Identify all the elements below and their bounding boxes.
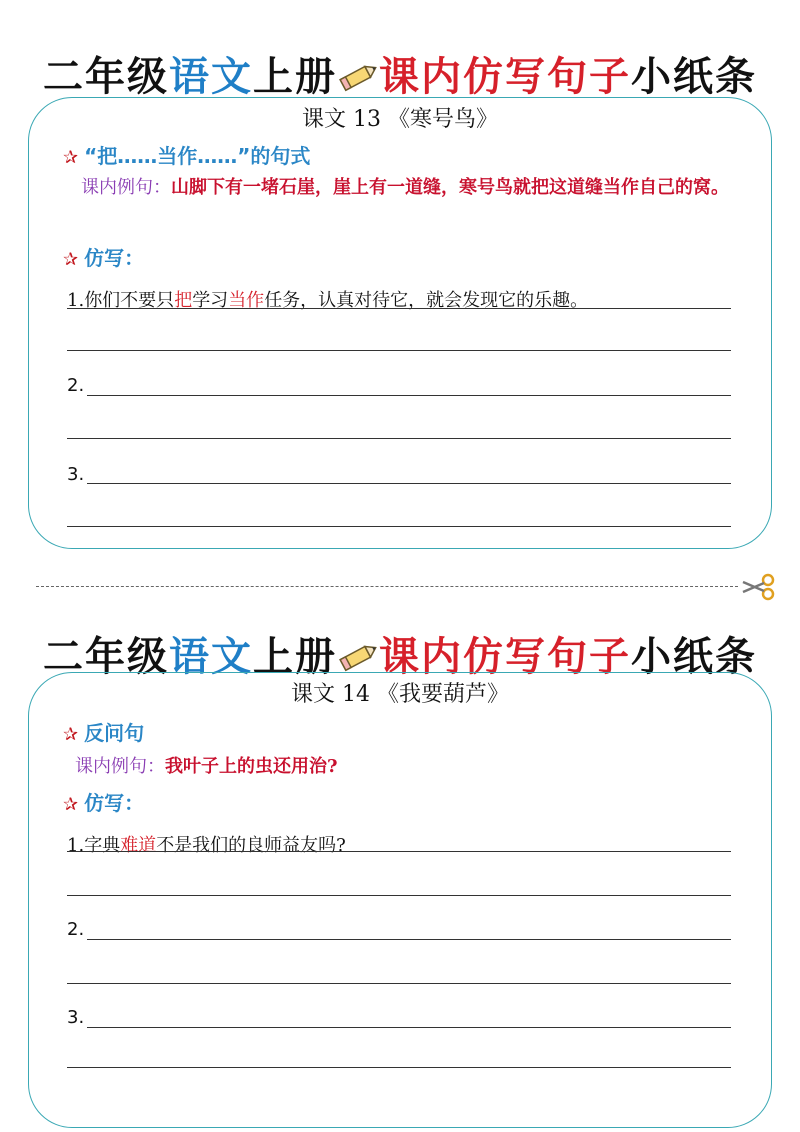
scissors-icon (740, 573, 776, 601)
title-part-note: 小纸条 (631, 54, 757, 100)
practice-heading (63, 787, 144, 816)
page-title (0, 45, 800, 102)
writing-line[interactable] (87, 939, 731, 940)
title-part-volume: 上册 (253, 634, 337, 680)
lesson-title: 课文 13 《寒号鸟》 (302, 107, 498, 132)
title-part-grade: 二年级 (43, 54, 169, 100)
title-part-subject: 语文 (169, 54, 253, 100)
title-part-subject: 语文 (169, 634, 253, 680)
note-card-lesson-13 (28, 97, 772, 549)
star-icon: ✰ (63, 249, 79, 270)
example-text: 山脚下有一堵石崖，崖上有一道缝，寒号鸟就把这道缝当作自己的窝。 (171, 177, 729, 198)
writing-line[interactable] (87, 1027, 731, 1028)
writing-line[interactable] (67, 438, 731, 439)
example-sentence (75, 751, 338, 783)
keyword-highlight: 当作 (228, 290, 265, 311)
pencil-icon (337, 60, 379, 94)
sentence-text: 任务，认真对待它，就会发现它的乐趣。 (264, 290, 589, 311)
example-label: 课内例句： (81, 177, 171, 198)
star-icon: ✰ (63, 724, 79, 745)
example-sentence (41, 172, 761, 204)
example-label: 课内例句： (75, 756, 165, 777)
writing-line[interactable] (67, 350, 731, 351)
title-part-volume: 上册 (253, 54, 337, 100)
sentence-number: 1. (67, 835, 85, 856)
title-part-topic: 课内仿写句子 (379, 634, 631, 680)
writing-line[interactable] (87, 395, 731, 396)
star-icon: ✰ (63, 794, 79, 815)
cut-line (36, 586, 738, 587)
sentence-number-2: 2. (67, 375, 85, 396)
lesson-title: 课文 14 《我要葫芦》 (291, 682, 509, 707)
writing-line[interactable] (87, 483, 731, 484)
practice-label: 仿写： (84, 246, 145, 270)
writing-line[interactable] (67, 308, 731, 309)
example-text: 我叶子上的虫还用治? (165, 756, 338, 777)
sentence-number-3: 3. (67, 464, 85, 485)
pattern-label: 反问句 (84, 721, 145, 745)
sentence-number-3: 3. (67, 1007, 85, 1028)
title-part-topic: 课内仿写句子 (379, 54, 631, 100)
practice-sentence-1 (67, 831, 346, 857)
pattern-heading (63, 717, 144, 746)
star-icon: ✰ (63, 147, 79, 168)
pencil-icon (337, 640, 379, 674)
practice-heading (63, 242, 144, 271)
sentence-number-2: 2. (67, 919, 85, 940)
pattern-label: “把……当作……”的句式 (84, 144, 311, 168)
writing-line[interactable] (67, 1067, 731, 1068)
sentence-number: 1. (67, 290, 85, 311)
writing-line[interactable] (67, 895, 731, 896)
sentence-text: 学习 (192, 290, 229, 311)
writing-line[interactable] (67, 983, 731, 984)
keyword-highlight: 难道 (120, 835, 157, 856)
writing-line[interactable] (67, 851, 731, 852)
title-part-note: 小纸条 (631, 634, 757, 680)
note-card-lesson-14 (28, 672, 772, 1128)
sentence-text: 不是我们的良师益友吗? (156, 835, 346, 856)
title-part-grade: 二年级 (43, 634, 169, 680)
practice-label: 仿写： (84, 791, 145, 815)
keyword-highlight: 把 (174, 290, 193, 311)
sentence-text: 你们不要只 (84, 290, 175, 311)
pattern-heading (63, 140, 310, 169)
writing-line[interactable] (67, 526, 731, 527)
sentence-text: 字典 (84, 835, 121, 856)
